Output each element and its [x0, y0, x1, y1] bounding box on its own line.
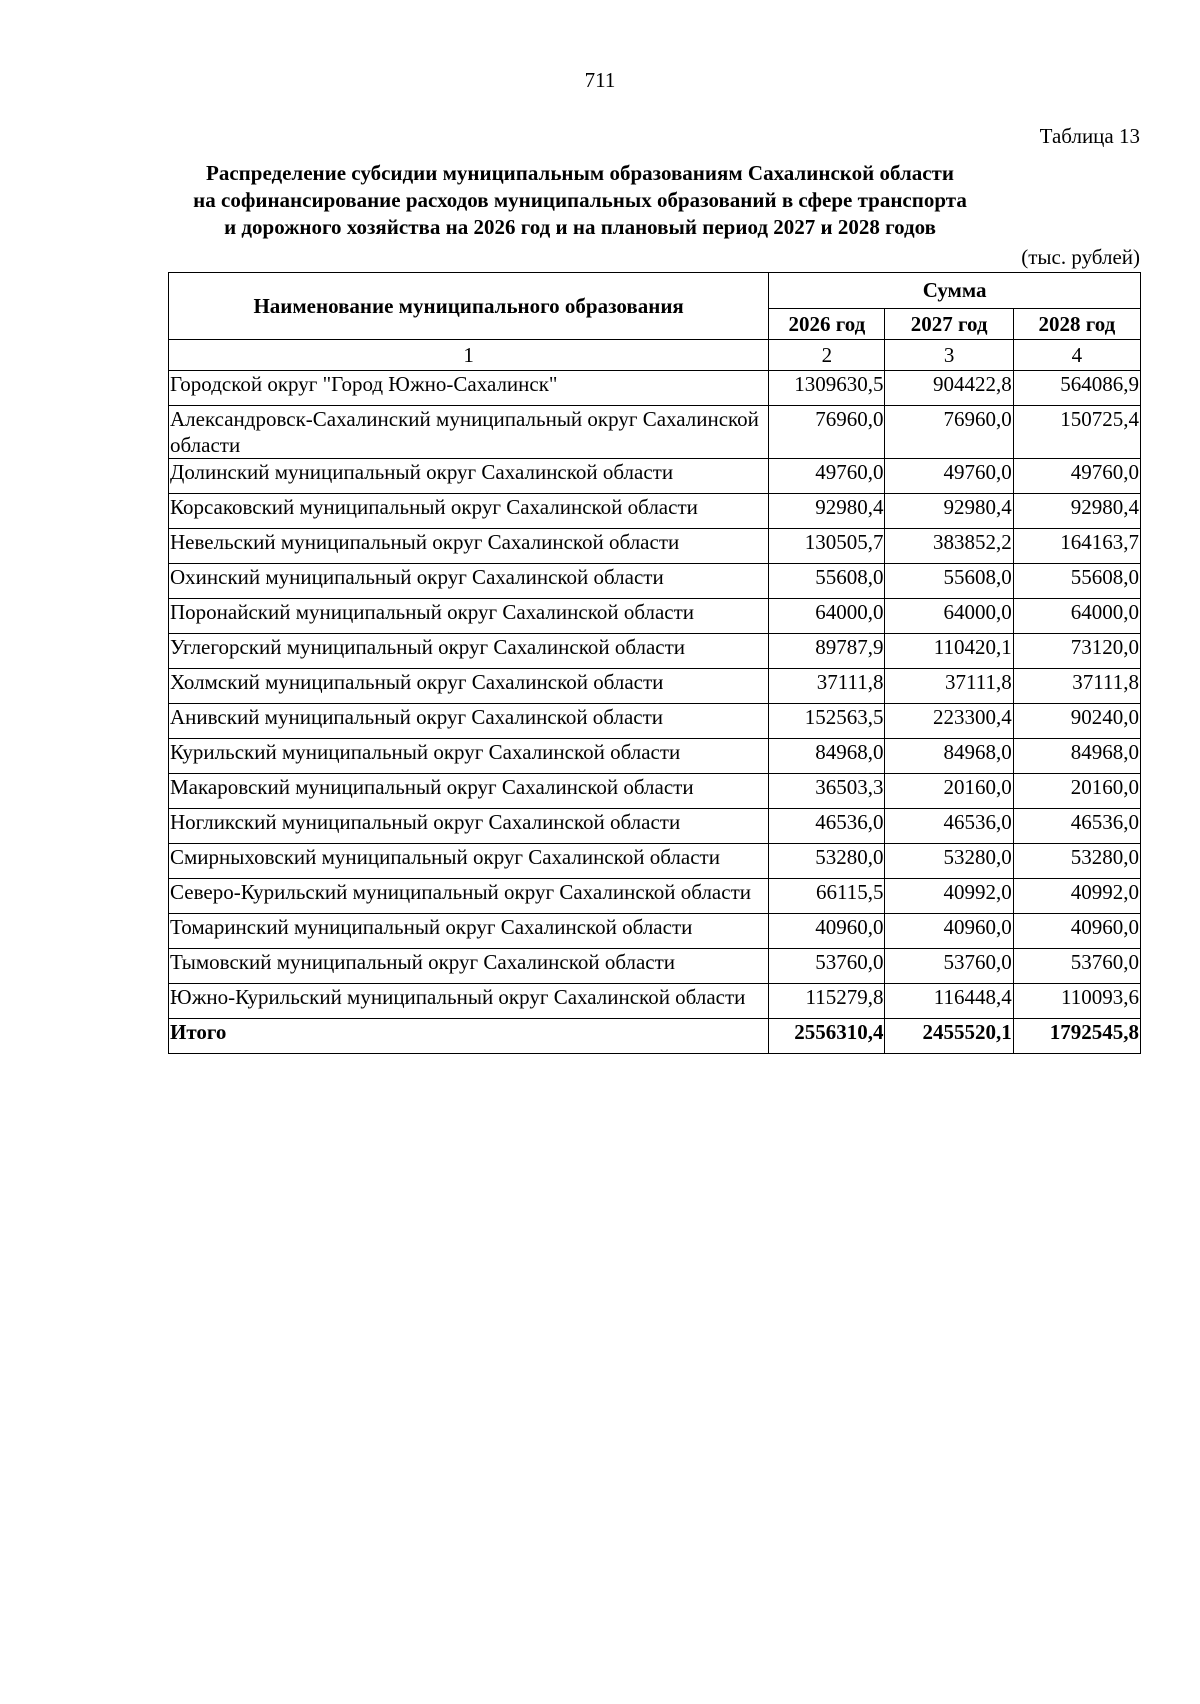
table-row: [169, 949, 1141, 984]
table-body: [169, 340, 1141, 1054]
subsidy-table: [168, 272, 1141, 1054]
value-2027: 64000,0: [885, 599, 1013, 634]
value-2027: 49760,0: [885, 459, 1013, 494]
value-2027: 76960,0: [885, 406, 1013, 459]
municipality-name: Анивский муниципальный округ Сахалинской области: [169, 704, 769, 739]
table-row: [169, 739, 1141, 774]
municipality-name: Корсаковский муниципальный округ Сахалинской области: [169, 494, 769, 529]
value-2027: 46536,0: [885, 809, 1013, 844]
value-2026: 53760,0: [769, 949, 885, 984]
value-2027: 40960,0: [885, 914, 1013, 949]
value-2026: 84968,0: [769, 739, 885, 774]
header-year-2027: 2027 год: [885, 308, 1013, 339]
municipality-name: Ногликский муниципальный округ Сахалинской области: [169, 809, 769, 844]
value-2026: 92980,4: [769, 494, 885, 529]
value-2027: 53760,0: [885, 949, 1013, 984]
total-2028: 1792545,8: [1013, 1019, 1140, 1054]
value-2026: 1309630,5: [769, 371, 885, 406]
table-row: [169, 669, 1141, 704]
value-2026: 49760,0: [769, 459, 885, 494]
value-2027: 110420,1: [885, 634, 1013, 669]
total-row: [169, 1019, 1141, 1054]
value-2028: 53760,0: [1013, 949, 1140, 984]
value-2028: 164163,7: [1013, 529, 1140, 564]
value-2026: 130505,7: [769, 529, 885, 564]
value-2028: 73120,0: [1013, 634, 1140, 669]
value-2028: 40992,0: [1013, 879, 1140, 914]
value-2027: 383852,2: [885, 529, 1013, 564]
municipality-name: Холмский муниципальный округ Сахалинской области: [169, 669, 769, 704]
value-2026: 46536,0: [769, 809, 885, 844]
value-2026: 37111,8: [769, 669, 885, 704]
value-2027: 904422,8: [885, 371, 1013, 406]
municipality-name: Долинский муниципальный округ Сахалинской области: [169, 459, 769, 494]
value-2028: 110093,6: [1013, 984, 1140, 1019]
title-line: на софинансирование расходов муниципальных образований в сфере транспорта: [193, 188, 967, 212]
table-row: [169, 844, 1141, 879]
municipality-name: Невельский муниципальный округ Сахалинской области: [169, 529, 769, 564]
units-label: (тыс. рублей): [1021, 245, 1140, 269]
municipality-name: Северо-Курильский муниципальный округ Сахалинской области: [169, 879, 769, 914]
value-2026: 115279,8: [769, 984, 885, 1019]
value-2027: 92980,4: [885, 494, 1013, 529]
value-2028: 55608,0: [1013, 564, 1140, 599]
header-name: Наименование муниципального образования: [169, 273, 769, 340]
value-2026: 152563,5: [769, 704, 885, 739]
value-2026: 66115,5: [769, 879, 885, 914]
municipality-name: Поронайский муниципальный округ Сахалинской области: [169, 599, 769, 634]
municipality-name: Макаровский муниципальный округ Сахалинской области: [169, 774, 769, 809]
value-2026: 55608,0: [769, 564, 885, 599]
title-line: Распределение субсидии муниципальным образованиям Сахалинской области: [206, 161, 954, 185]
total-label: Итого: [169, 1019, 769, 1054]
value-2028: 37111,8: [1013, 669, 1140, 704]
page-number: 711: [584, 68, 616, 92]
value-2026: 76960,0: [769, 406, 885, 459]
column-number: 1: [169, 340, 769, 371]
value-2028: 150725,4: [1013, 406, 1140, 459]
header-year-2026: 2026 год: [769, 308, 885, 339]
value-2028: 64000,0: [1013, 599, 1140, 634]
value-2026: 36503,3: [769, 774, 885, 809]
municipality-name: Смирныховский муниципальный округ Сахалинской области: [169, 844, 769, 879]
value-2028: 46536,0: [1013, 809, 1140, 844]
total-2027: 2455520,1: [885, 1019, 1013, 1054]
table-row: [169, 809, 1141, 844]
table-row: [169, 634, 1141, 669]
header-year-2028: 2028 год: [1013, 308, 1140, 339]
value-2028: 90240,0: [1013, 704, 1140, 739]
table-row: [169, 529, 1141, 564]
value-2027: 20160,0: [885, 774, 1013, 809]
municipality-name: Тымовский муниципальный округ Сахалинской области: [169, 949, 769, 984]
title-line: и дорожного хозяйства на 2026 год и на плановый период 2027 и 2028 годов: [224, 215, 936, 239]
value-2027: 55608,0: [885, 564, 1013, 599]
value-2026: 40960,0: [769, 914, 885, 949]
value-2028: 564086,9: [1013, 371, 1140, 406]
table-row: [169, 599, 1141, 634]
value-2026: 64000,0: [769, 599, 885, 634]
table-label: Таблица 13: [1039, 124, 1140, 148]
value-2028: 53280,0: [1013, 844, 1140, 879]
table-row: [169, 774, 1141, 809]
total-2026: 2556310,4: [769, 1019, 885, 1054]
value-2027: 84968,0: [885, 739, 1013, 774]
value-2026: 53280,0: [769, 844, 885, 879]
value-2027: 53280,0: [885, 844, 1013, 879]
table-row: [169, 564, 1141, 599]
table-row: [169, 459, 1141, 494]
value-2027: 37111,8: [885, 669, 1013, 704]
value-2028: 49760,0: [1013, 459, 1140, 494]
municipality-name: Углегорский муниципальный округ Сахалинской области: [169, 634, 769, 669]
municipality-name: Охинский муниципальный округ Сахалинской области: [169, 564, 769, 599]
municipality-name: Томаринский муниципальный округ Сахалинской области: [169, 914, 769, 949]
value-2027: 40992,0: [885, 879, 1013, 914]
header-sum: Сумма: [769, 273, 1141, 309]
column-number: 3: [885, 340, 1013, 371]
value-2028: 92980,4: [1013, 494, 1140, 529]
value-2028: 20160,0: [1013, 774, 1140, 809]
table-row: [169, 494, 1141, 529]
value-2026: 89787,9: [769, 634, 885, 669]
table-row: [169, 984, 1141, 1019]
table-row: [169, 879, 1141, 914]
table-row: [169, 704, 1141, 739]
municipality-name: Александровск-Сахалинский муниципальный округ Сахалинской области: [169, 406, 769, 459]
table-row: [169, 371, 1141, 406]
value-2028: 40960,0: [1013, 914, 1140, 949]
value-2028: 84968,0: [1013, 739, 1140, 774]
table-title: [150, 160, 1010, 241]
column-number: 4: [1013, 340, 1140, 371]
municipality-name: Городской округ "Город Южно-Сахалинск": [169, 371, 769, 406]
table-row: [169, 914, 1141, 949]
column-number-row: [169, 340, 1141, 371]
municipality-name: Курильский муниципальный округ Сахалинской области: [169, 739, 769, 774]
column-number: 2: [769, 340, 885, 371]
value-2027: 223300,4: [885, 704, 1013, 739]
table-row: [169, 406, 1141, 459]
municipality-name: Южно-Курильский муниципальный округ Сахалинской области: [169, 984, 769, 1019]
value-2027: 116448,4: [885, 984, 1013, 1019]
